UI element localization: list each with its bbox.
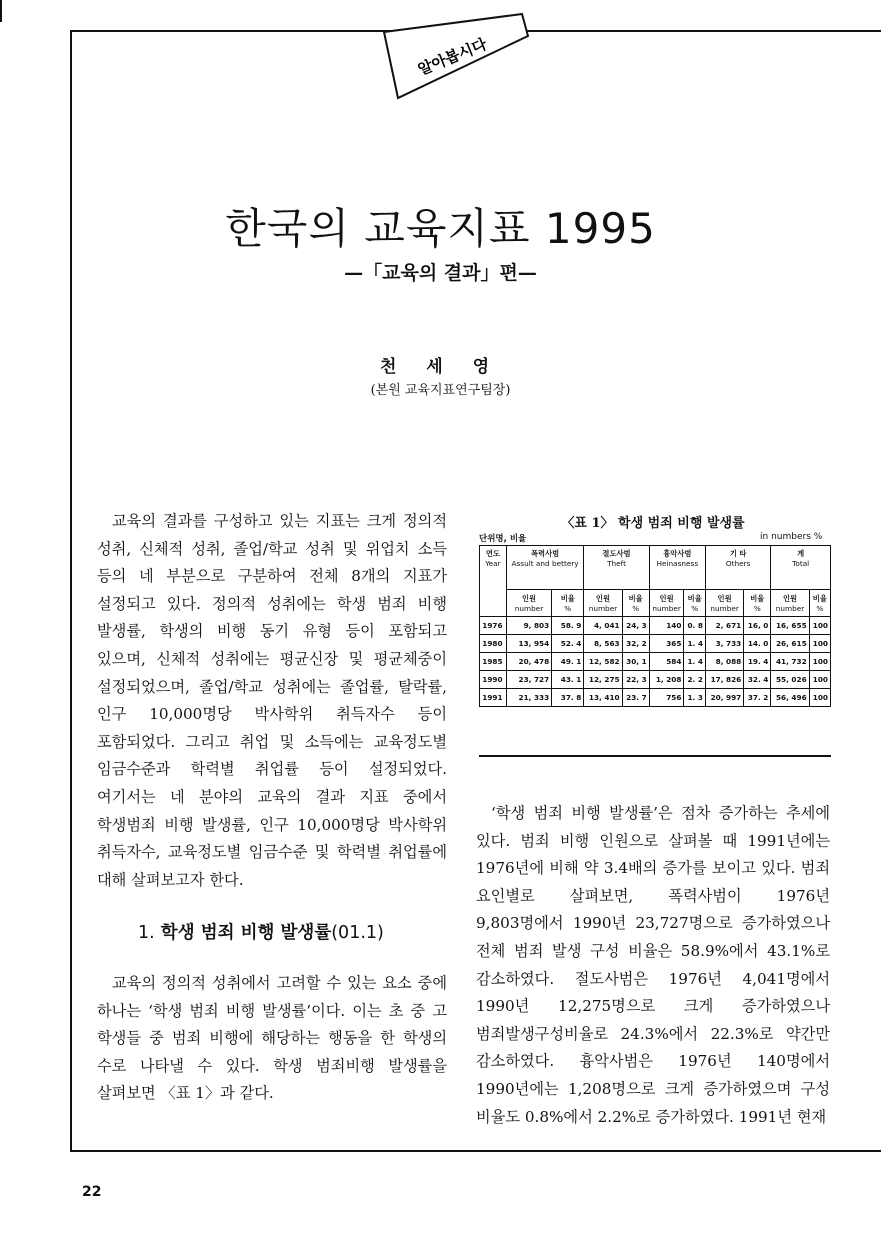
subheader-percent: 비율 % (809, 590, 830, 617)
table-cell: 8, 088 (705, 653, 743, 671)
table-row (480, 635, 831, 653)
subheader-number: 인원 number (649, 590, 684, 617)
subheader-number: 인원 number (584, 590, 622, 617)
group-header: 계 Total (771, 546, 831, 590)
subheader-number: 인원 number (506, 590, 551, 617)
subheader-percent: 비율 % (622, 590, 649, 617)
table-cell: 0. 8 (684, 617, 705, 635)
table-cell: 52. 4 (552, 635, 584, 653)
table-cell: 55, 026 (771, 671, 809, 689)
subheader-percent: 비율 % (744, 590, 771, 617)
frame-bottom-rule (70, 1150, 881, 1152)
table-cell: 100 (809, 689, 830, 707)
row-year: 1980 (480, 635, 507, 653)
table-cell: 1. 3 (684, 689, 705, 707)
page-number: 22 (82, 1184, 102, 1200)
table-cell: 1. 4 (684, 653, 705, 671)
section-title: 학생 범죄 비행 발생률 (160, 923, 332, 943)
table-cell: 100 (809, 617, 830, 635)
year-header: 연도 Year (480, 546, 507, 617)
table-cell: 9, 803 (506, 617, 551, 635)
table-row (480, 653, 831, 671)
table-cell: 19. 4 (744, 653, 771, 671)
badge-label: 알아봅시다 (415, 35, 490, 79)
table-cell: 13, 410 (584, 689, 622, 707)
table-row (480, 671, 831, 689)
crime-rate-table (479, 545, 831, 707)
table-cell: 37. 8 (552, 689, 584, 707)
subheader-percent: 비율 % (684, 590, 705, 617)
right-column: ‘학생 범죄 비행 발생률’은 점차 증가하는 추세에 있다. 범죄 비행 인원으로 살펴볼 때 1991년에는 1976년에 비해 약 3.4배의 증가를 보이고 있다. 범죄 요인별로 살펴보면, 폭력사범이 1976년 9,803명에서 1990년 23,727명으로 증가하였으나 전체 범죄 발생 구성 비율은 58.9%에서 43.1%로 감소하였다. 절도사범은 1976년 4,041명에서 1990년 12,275명으로 크게 증가하였으나 범죄발생구성비율로 24.3%에서 22.3%로 약간만 감소하였다. 흉악사범은 1976년 140명에서 1990년에는 1,208명으로 크게 증가하였으며 구성 비율도 0.8%에서 2.2%로 증가하였다. 1991년 현재 (476, 804, 830, 1126)
section-heading (138, 919, 384, 944)
table-cell: 23, 727 (506, 671, 551, 689)
table-cell: 756 (649, 689, 684, 707)
row-year: 1976 (480, 617, 507, 635)
group-header: 폭력사범 Assult and bettery (506, 546, 583, 590)
table-cell: 16, 0 (744, 617, 771, 635)
table-cell: 14. 0 (744, 635, 771, 653)
row-year: 1985 (480, 653, 507, 671)
table-cell: 3, 733 (705, 635, 743, 653)
group-header: 절도사범 Theft (584, 546, 649, 590)
page-title: 한국의 교육지표 1995 (225, 204, 656, 253)
table-cell: 140 (649, 617, 684, 635)
table-row (480, 617, 831, 635)
table-cell: 37. 2 (744, 689, 771, 707)
table-cell: 100 (809, 653, 830, 671)
table-cell: 12, 275 (584, 671, 622, 689)
subheader-row (480, 590, 831, 617)
table-cell: 32. 4 (744, 671, 771, 689)
intro-paragraph: 교육의 결과를 구성하고 있는 지표는 크게 정의적 성취, 신체적 성취, 졸업/학교 성취 및 위업치 소득 등의 네 부분으로 구분하여 전체 8개의 지표가 설정되고 있다. 정의적 성취에는 학생 범죄 비행 발생률, 학생의 비행 동기 유형 등이 포함되고 있으며, 신체적 성취에는 평균신장 및 평균체중이 설정되었으며, 졸업/학교 성취에는 졸업률, 탈락률, 인구 10,000명당 박사학위 취득자수 등이 포함되었다. 그리고 취업 및 소득에는 교육정도별 임금수준과 학력별 취업률 등이 설정되었다. 여기서는 네 분야의 교육의 결과 지표 중에서 학생범죄 비행 발생률, 인구 10,000명당 박사학위 취득자수, 교육정도별 임금수준 및 학력별 취업률에 대해 살펴보고자 한다. (97, 512, 447, 889)
table-cell: 100 (809, 635, 830, 653)
table-cell: 23. 7 (622, 689, 649, 707)
table-cell: 26, 615 (771, 635, 809, 653)
subheader-number: 인원 number (705, 590, 743, 617)
table-cell: 22, 3 (622, 671, 649, 689)
table-cell: 13, 954 (506, 635, 551, 653)
table-cell: 17, 826 (705, 671, 743, 689)
table-unit-en: in numbers % (760, 532, 823, 542)
table-cell: 16, 655 (771, 617, 809, 635)
table-cell: 41, 732 (771, 653, 809, 671)
section-number: 1. (138, 923, 155, 943)
table-cell: 1, 208 (649, 671, 684, 689)
subheader-number: 인원 number (771, 590, 809, 617)
table-cell: 584 (649, 653, 684, 671)
table-caption: 〈표 1〉 학생 범죄 비행 발생률 (561, 516, 745, 531)
table-cell: 56, 496 (771, 689, 809, 707)
table-cell: 32, 2 (622, 635, 649, 653)
table-cell: 2, 671 (705, 617, 743, 635)
table-cell: 1. 4 (684, 635, 705, 653)
section-badge (380, 10, 530, 100)
table-cell: 20, 478 (506, 653, 551, 671)
table-cell: 21, 333 (506, 689, 551, 707)
subheader-percent: 비율 % (552, 590, 584, 617)
table-cell: 58. 9 (552, 617, 584, 635)
row-year: 1991 (480, 689, 507, 707)
table-row (480, 689, 831, 707)
table-cell: 100 (809, 671, 830, 689)
table-cell: 20, 997 (705, 689, 743, 707)
group-header: 기 타 Others (705, 546, 770, 590)
table-cell: 24, 3 (622, 617, 649, 635)
section-code: (01.1) (331, 923, 384, 943)
table-unit-ko: 단위명, 비율 (479, 534, 527, 544)
table-cell: 2. 2 (684, 671, 705, 689)
corner-mark (0, 0, 2, 22)
table-body (480, 617, 831, 707)
table-bottom-rule (479, 755, 831, 757)
table-cell: 8, 563 (584, 635, 622, 653)
group-header: 흉악사범 Heinasness (649, 546, 705, 590)
table-cell: 43. 1 (552, 671, 584, 689)
table-cell: 30, 1 (622, 653, 649, 671)
author-affiliation: (본원 교육지표연구팀장) (370, 383, 511, 398)
author-name: 천 세 영 (379, 357, 502, 377)
page-subtitle: —「교육의 결과」편— (344, 262, 537, 284)
table-cell: 49. 1 (552, 653, 584, 671)
table-cell: 4, 041 (584, 617, 622, 635)
table-cell: 12, 582 (584, 653, 622, 671)
table-cell: 365 (649, 635, 684, 653)
row-year: 1990 (480, 671, 507, 689)
section-paragraph: 교육의 정의적 성취에서 고려할 수 있는 요소 중에 하나는 ‘학생 범죄 비행 발생률’이다. 이는 초 중 고 학생들 중 범죄 비행에 해당하는 행동을 한 학생의 수로 나타낼 수 있다. 학생 범죄비행 발생률을 살펴보면 〈표 1〉과 같다. (97, 974, 447, 1103)
